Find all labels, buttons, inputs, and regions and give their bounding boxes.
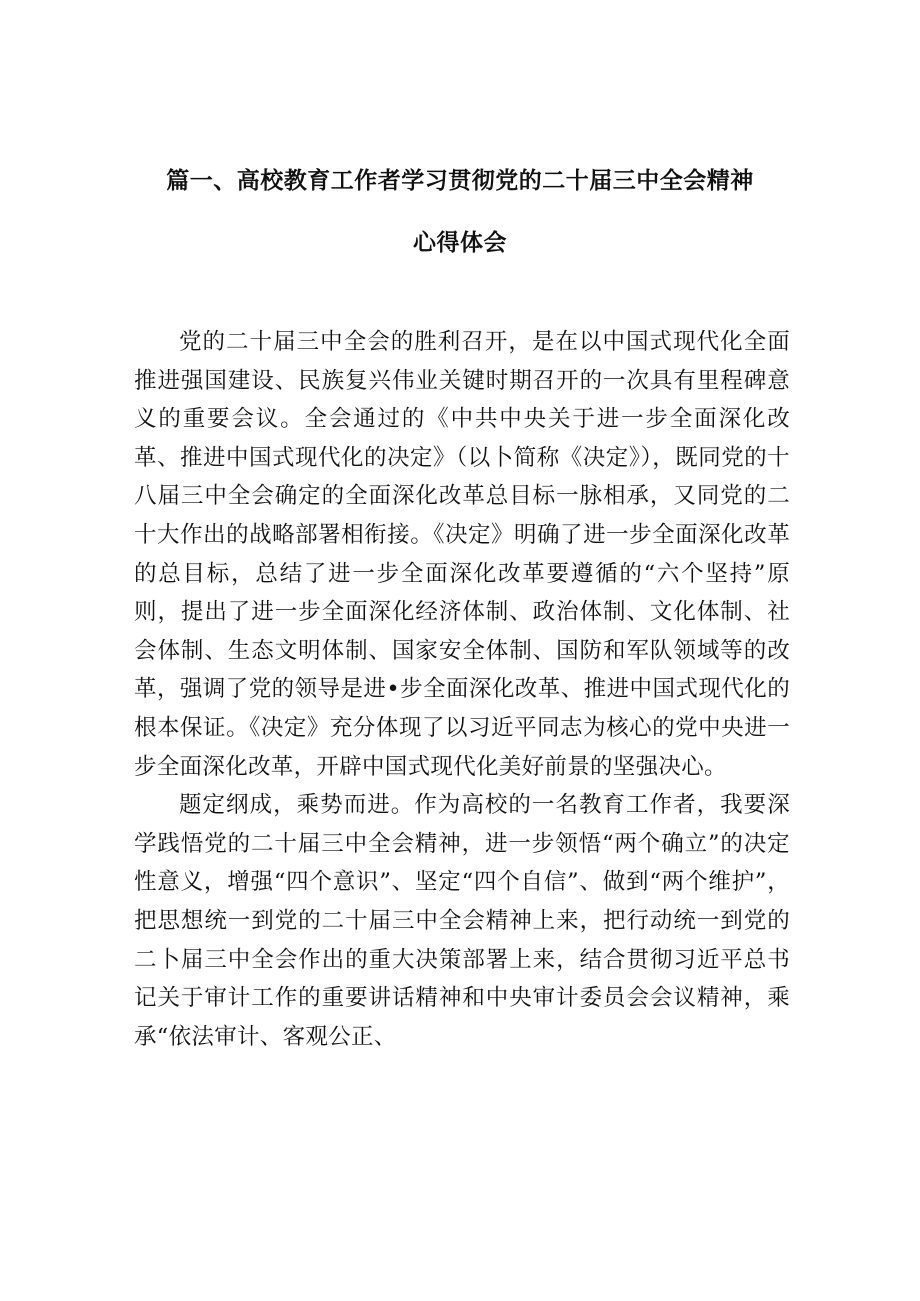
document-body bbox=[134, 323, 790, 1056]
body-paragraph-1: 党的二十届三中全会的胜利召开，是在以中国式现代化全面推进强国建设、民族复兴伟业关键时期召开的一次具有里程碑意义的重要会议。全会通过的《中共中央关于进一步全面深化改革、推进中国式现代化的决定》（以卜简称《决定》），既同党的十八届三中全会确定的全面深化改革总目标一脉相承，又同党的二十大作出的战略部署相衔接。《决定》明确了进一步全面深化改革的总目标，总结了进一步全面深化改革要遵循的“六个坚持”原则，提出了进一步全面深化经济体制、政治体制、文化体制、社会体制、生态文明体制、国家安全体制、国防和军队领域等的改革，强调了党的领导是进•步全面深化改革、推进中国式现代化的根本保证。《决定》充分体现了以习近平同志为核心的党中央进一步全面深化改革，开辟中国式现代化美好前景的坚强决心。 bbox=[134, 329, 790, 780]
document-title-line-1: 篇一、高校教育工作者学习贯彻党的二十届三中全会精神 bbox=[166, 168, 754, 194]
body-paragraph-2: 题定纲成，乘势而进。作为高校的一名教育工作者，我要深学践悟党的二十届三中全会精神，进一步领悟“两个确立”的决定性意义，增强“四个意识”、坚定“四个自信”、做到“两个维护”，把思想统一到党的二十届三中全会精神上来，把行动统一到党的二卜届三中全会作出的重大决策部署上来，结合贯彻习近平总书记关于审计工作的重要讲话精神和中央审计委员会会议精神，乘承“依法审计、客观公正、 bbox=[134, 792, 790, 1050]
document-title-line-2: 心得体会 bbox=[413, 230, 507, 256]
